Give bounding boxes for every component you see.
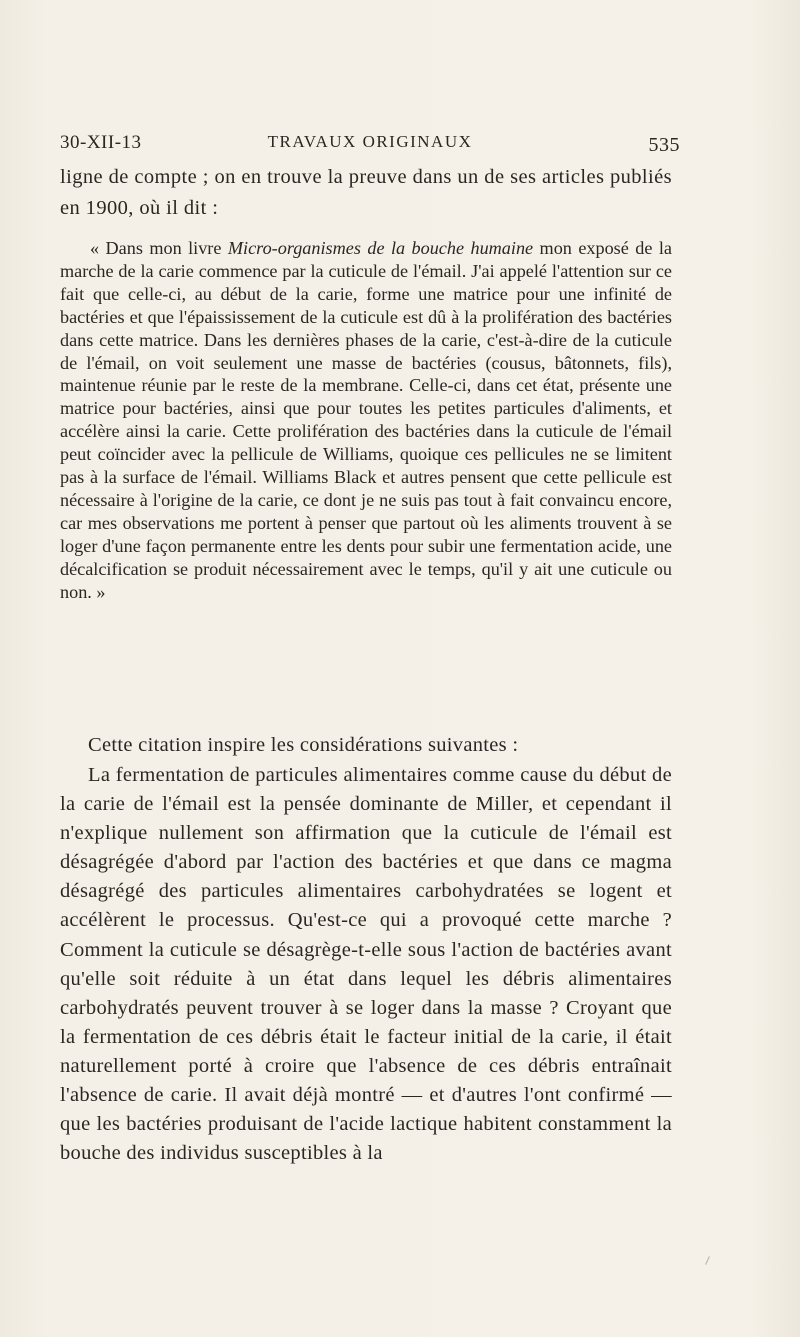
book-title: Micro-organismes de la bouche humaine bbox=[227, 238, 534, 258]
quote-opening: « Dans mon livre bbox=[90, 238, 228, 258]
page-number: 535 bbox=[648, 134, 680, 156]
issue-date: 30-XII-13 bbox=[60, 132, 142, 153]
paragraph-discussion bbox=[60, 761, 672, 1168]
section-title: TRAVAUX ORIGINAUX bbox=[267, 132, 473, 151]
paper-speck bbox=[705, 1256, 710, 1265]
paragraph-intro-text: Cette citation inspire les considérations suivantes : bbox=[88, 734, 519, 756]
paragraph-discussion-text: La fermentation de particules alimentaires comme cause du début de la carie de l'émail est la pensée dominante de Miller, et cependant il n'explique nullement son affirmation que la cuticule de l'émail est désagrégée d'abord par l'action des bactéries et que dans ce magma désagrégé des particules alimentaires carbohydratées se logent et accélèrent le processus. Qu'est-ce qui a provoqué cette marche ? Comment la cuticule se désagrège-t-elle sous l'action de bactéries avant qu'elle soit réduite à un état dans lequel les débris alimentaires carbohydratés peuvent trouver à se loger dans la masse ? Croyant que la fermentation de ces débris était le facteur initial de la carie, il était naturellement porté à croire que l'absence de ces débris entraînait l'absence de carie. Il avait déjà montré — et d'autres l'ont confirmé — que les bactéries produisant de l'acide lactique habitent constamment la bouche des individus susceptibles à la bbox=[60, 764, 672, 1165]
running-head bbox=[60, 130, 680, 160]
paragraph-intro bbox=[60, 731, 672, 760]
quote-body: mon exposé de la marche de la carie commence par la cuticule de l'émail. J'ai appelé l'attention sur ce fait que celle-ci, au début de la carie, forme une matrice pour une infinité de bactéries et que l'épaississement de la cuticule est dû à la prolifération des bactéries dans cette matrice. Dans les dernières phases de la carie, c'est-à-dire de la cuticule de l'émail, on voit seulement une masse de bactéries (cousus, bâtonnets, fils), maintenue réunie par le reste de la membrane. Celle-ci, dans cet état, présente une matrice pour bactéries, ainsi que pour toutes les petites particules d'aliments, et accélère ainsi la carie. Cette prolifération des bactéries dans la cuticule de l'émail peut coïncider avec la pellicule de Williams, quoique ces pellicules ne se limitent pas à la surface de l'émail. Williams Black et autres pensent que cette pellicule est nécessaire à l'origine de la carie, ce dont je ne suis pas tout à fait convaincu encore, car mes observations me portent à penser que partout où les aliments trouvent à se loger d'une façon permanente entre les dents pour subir une fermentation acide, une décalcification se produit nécessairement avec le temps, qu'il y ait une cuticule ou non. » bbox=[60, 238, 672, 602]
paragraph-continuation: ligne de compte ; on en trouve la preuve dans un de ses articles publiés en 1900, où il dit : bbox=[60, 166, 672, 219]
miller-quotation bbox=[60, 237, 672, 604]
